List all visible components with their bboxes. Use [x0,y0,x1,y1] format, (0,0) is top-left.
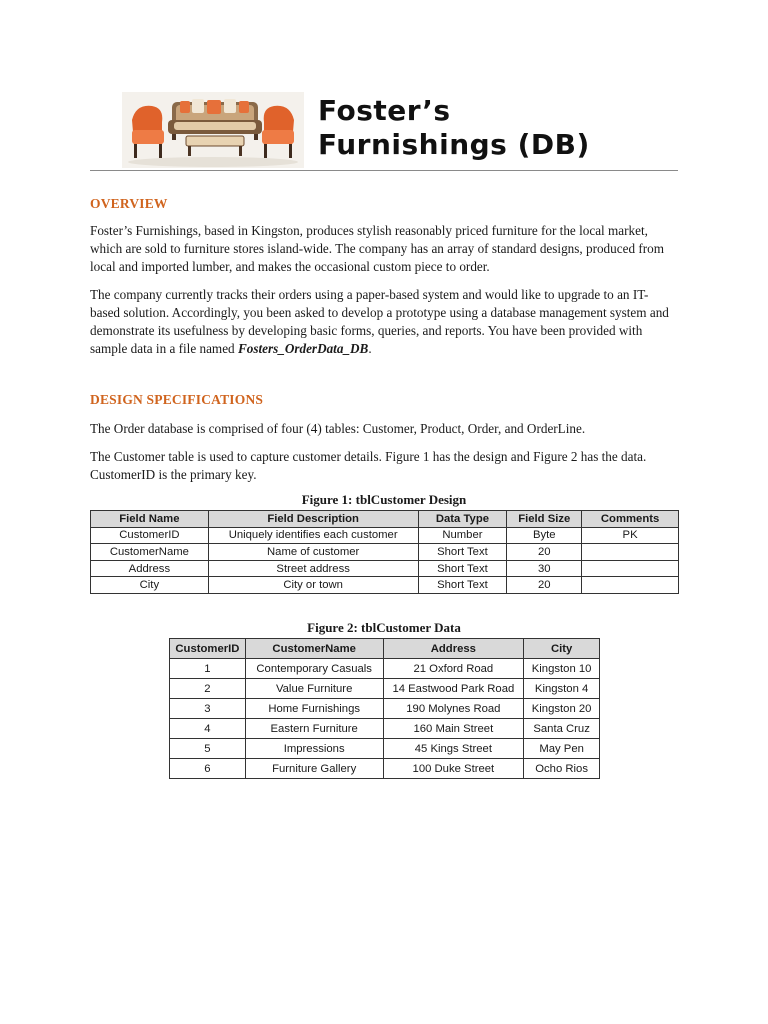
table-cell: 20 [507,544,582,561]
table-cell: Uniquely identifies each customer [208,527,418,544]
table-cell: Kingston 10 [524,659,600,679]
table-cell: Kingston 20 [524,699,600,719]
text-line: demonstrate its usefulness by developing basic forms, queries, and reports. You have been provided with [90,323,643,338]
text-span: sample data in a file named [90,341,238,356]
table-row [91,544,679,561]
table-cell: 2 [170,679,246,699]
column-header: Field Description [208,511,418,528]
table-cell: 14 Eastwood Park Road [383,679,524,699]
table-cell: 5 [170,739,246,759]
table-cell: 3 [170,699,246,719]
table-cell: Ocho Rios [524,759,600,779]
table-cell: PK [582,527,679,544]
customer-data-table [169,638,600,779]
table-header-row [91,511,679,528]
column-header: Field Name [91,511,209,528]
overview-heading: OVERVIEW [90,196,168,211]
title-line-2: Furnishings (DB) [318,128,590,161]
table-cell: 21 Oxford Road [383,659,524,679]
table-cell: Short Text [418,577,507,594]
table-row [170,679,600,699]
table-cell: May Pen [524,739,600,759]
text-line: The company currently tracks their orders using a paper-based system and would like to upgrade to an IT- [90,287,649,302]
table-cell: City or town [208,577,418,594]
title-line-1: Foster’s [318,94,451,127]
column-header: Data Type [418,511,507,528]
overview-paragraph-1 [90,222,682,276]
column-header: Comments [582,511,679,528]
table-cell: Short Text [418,544,507,561]
table-cell: 190 Molynes Road [383,699,524,719]
table-row [170,759,600,779]
table-row [170,699,600,719]
table-cell: Contemporary Casuals [245,659,383,679]
table-cell: Value Furniture [245,679,383,699]
table-row [91,527,679,544]
table-cell: Kingston 4 [524,679,600,699]
design-paragraph-2 [90,448,682,484]
table-row [91,560,679,577]
table-cell: City [91,577,209,594]
table-cell: Byte [507,527,582,544]
text-line [90,340,682,358]
design-paragraph-1: The Order database is comprised of four (4) tables: Customer, Product, Order, and OrderLine. [90,421,586,436]
customer-design-table [90,510,679,594]
text-line: based solution. Accordingly, you been asked to develop a prototype using a database management system and [90,305,669,320]
text-line: Foster’s Furnishings, based in Kingston, produces stylish reasonably priced furniture for the local market, [90,223,648,238]
table-cell [582,560,679,577]
table-cell: 30 [507,560,582,577]
table-cell: Eastern Furniture [245,719,383,739]
column-header: Address [383,639,524,659]
table-cell: 1 [170,659,246,679]
table-row [170,659,600,679]
table-cell: Home Furnishings [245,699,383,719]
table-cell: 160 Main Street [383,719,524,739]
table-cell: Short Text [418,560,507,577]
table-cell [582,577,679,594]
table-cell: Furniture Gallery [245,759,383,779]
sofa-and-armchairs-icon [122,92,304,168]
text-line: The Customer table is used to capture customer details. Figure 1 has the design and Figure 2 has the data. [90,449,647,464]
document-title [318,94,590,162]
table-cell [582,544,679,561]
table-cell: 45 Kings Street [383,739,524,759]
design-specifications-heading: DESIGN SPECIFICATIONS [90,392,264,407]
table-row [170,739,600,759]
table-cell: 4 [170,719,246,739]
column-header: City [524,639,600,659]
figure-2-caption: Figure 2: tblCustomer Data [307,620,461,635]
table-cell: Number [418,527,507,544]
table-cell: Santa Cruz [524,719,600,739]
table-cell: 6 [170,759,246,779]
table-cell: CustomerID [91,527,209,544]
data-file-name: Fosters_OrderData_DB [237,341,369,356]
table-header-row [170,639,600,659]
column-header: Field Size [507,511,582,528]
table-row [91,577,679,594]
column-header: CustomerName [245,639,383,659]
table-cell: CustomerName [91,544,209,561]
document-header [90,88,678,171]
text-span: . [368,341,372,356]
table-cell: 20 [507,577,582,594]
table-cell: Address [91,560,209,577]
table-row [170,719,600,739]
table-cell: 100 Duke Street [383,759,524,779]
text-line: CustomerID is the primary key. [90,467,257,482]
table-cell: Impressions [245,739,383,759]
overview-paragraph-2 [90,286,682,358]
column-header: CustomerID [170,639,246,659]
text-line: local and imported lumber, and makes the occasional custom piece to order. [90,259,490,274]
text-line: which are sold to furniture stores island-wide. The company has an array of standard designs, produced from [90,241,664,256]
table-cell: Name of customer [208,544,418,561]
table-cell: Street address [208,560,418,577]
figure-1-caption: Figure 1: tblCustomer Design [301,492,467,507]
